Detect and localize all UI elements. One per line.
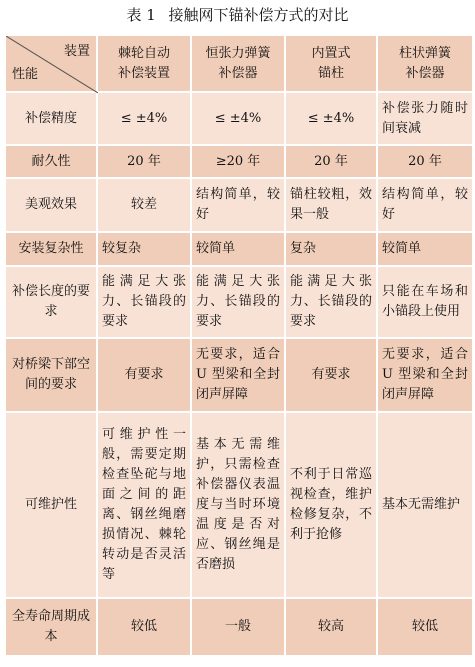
table-row [5, 598, 473, 656]
table-cell: 较简单 [377, 232, 473, 266]
row-label: 美观效果 [5, 178, 97, 232]
column-header [97, 35, 191, 92]
table-cell: 基本无需维护，只需检查补偿器仪表温度与当时环境温度是否对应、钢丝绳是否磨损 [191, 412, 285, 598]
table-row [5, 266, 473, 338]
table-caption [0, 5, 475, 25]
row-label: 全寿命周期成本 [5, 598, 97, 656]
table-cell: 结构简单，较好 [377, 178, 473, 232]
table-cell: 无要求，适合 U 型梁和全封闭声屏障 [377, 338, 473, 412]
table-row [5, 338, 473, 412]
column-header-label: 柱状弹簧 补偿器 [398, 45, 451, 81]
table-cell: 只能在车场和小锚段上使用 [377, 266, 473, 338]
column-header [377, 35, 473, 92]
table-cell: ≥20 年 [191, 145, 285, 178]
corner-bottom-label: 性能 [12, 67, 39, 82]
column-header-label: 棘轮自动 补偿装置 [117, 45, 170, 81]
corner-header-cell [5, 35, 97, 92]
table-cell: 20 年 [97, 145, 191, 178]
row-label: 对桥梁下部空间的要求 [5, 338, 97, 412]
table-cell: 较高 [285, 598, 377, 656]
table-number: 表 1 [126, 6, 156, 24]
table-title: 接触网下锚补偿方式的对比 [168, 6, 349, 24]
table-cell: 可维护性一般，需要定期检查坠砣与地面之间的距离、钢丝绳磨损情况、棘轮转动是否灵活等 [97, 412, 191, 598]
column-header [191, 35, 285, 92]
table-cell: 较差 [97, 178, 191, 232]
comparison-table [4, 34, 474, 657]
table-cell: 有要求 [285, 338, 377, 412]
table-cell: 较低 [377, 598, 473, 656]
table-cell: 较复杂 [97, 232, 191, 266]
table-cell: 基本无需维护 [377, 412, 473, 598]
table-cell: 无要求，适合 U 型梁和全封闭声屏障 [191, 338, 285, 412]
row-label: 可维护性 [5, 412, 97, 598]
table-cell: 复杂 [285, 232, 377, 266]
table-cell: 锚柱较粗，效果一般 [285, 178, 377, 232]
table-cell: 较简单 [191, 232, 285, 266]
table-row [5, 412, 473, 598]
corner-top-label: 装置 [63, 44, 90, 59]
table-cell: 20 年 [377, 145, 473, 178]
table-cell: 20 年 [285, 145, 377, 178]
row-label: 补偿精度 [5, 92, 97, 145]
table-cell: 较低 [97, 598, 191, 656]
column-header-label: 内置式 锚柱 [311, 45, 351, 81]
table-row [5, 178, 473, 232]
table-cell: 能满足大张力、长锚段的要求 [97, 266, 191, 338]
header-row [5, 35, 473, 92]
table-row [5, 145, 473, 178]
table-cell: 能满足大张力、长锚段的要求 [285, 266, 377, 338]
table-cell: 补偿张力随时间衰减 [377, 92, 473, 145]
table-row [5, 232, 473, 266]
table-cell: 一般 [191, 598, 285, 656]
table-cell: ≤ ±4% [97, 92, 191, 145]
row-label: 耐久性 [5, 145, 97, 178]
table-row [5, 92, 473, 145]
table-cell: 不利于日常巡视检查，维护检修复杂，不利于抢修 [285, 412, 377, 598]
column-header-label: 恒张力弹簧 补偿器 [205, 45, 271, 81]
table-cell: 能满足大张力、长锚段的要求 [191, 266, 285, 338]
table-cell: ≤ ±4% [191, 92, 285, 145]
row-label: 安装复杂性 [5, 232, 97, 266]
table-cell: ≤ ±4% [285, 92, 377, 145]
table-cell: 结构简单，较好 [191, 178, 285, 232]
column-header [285, 35, 377, 92]
row-label: 补偿长度的要求 [5, 266, 97, 338]
table-cell: 有要求 [97, 338, 191, 412]
